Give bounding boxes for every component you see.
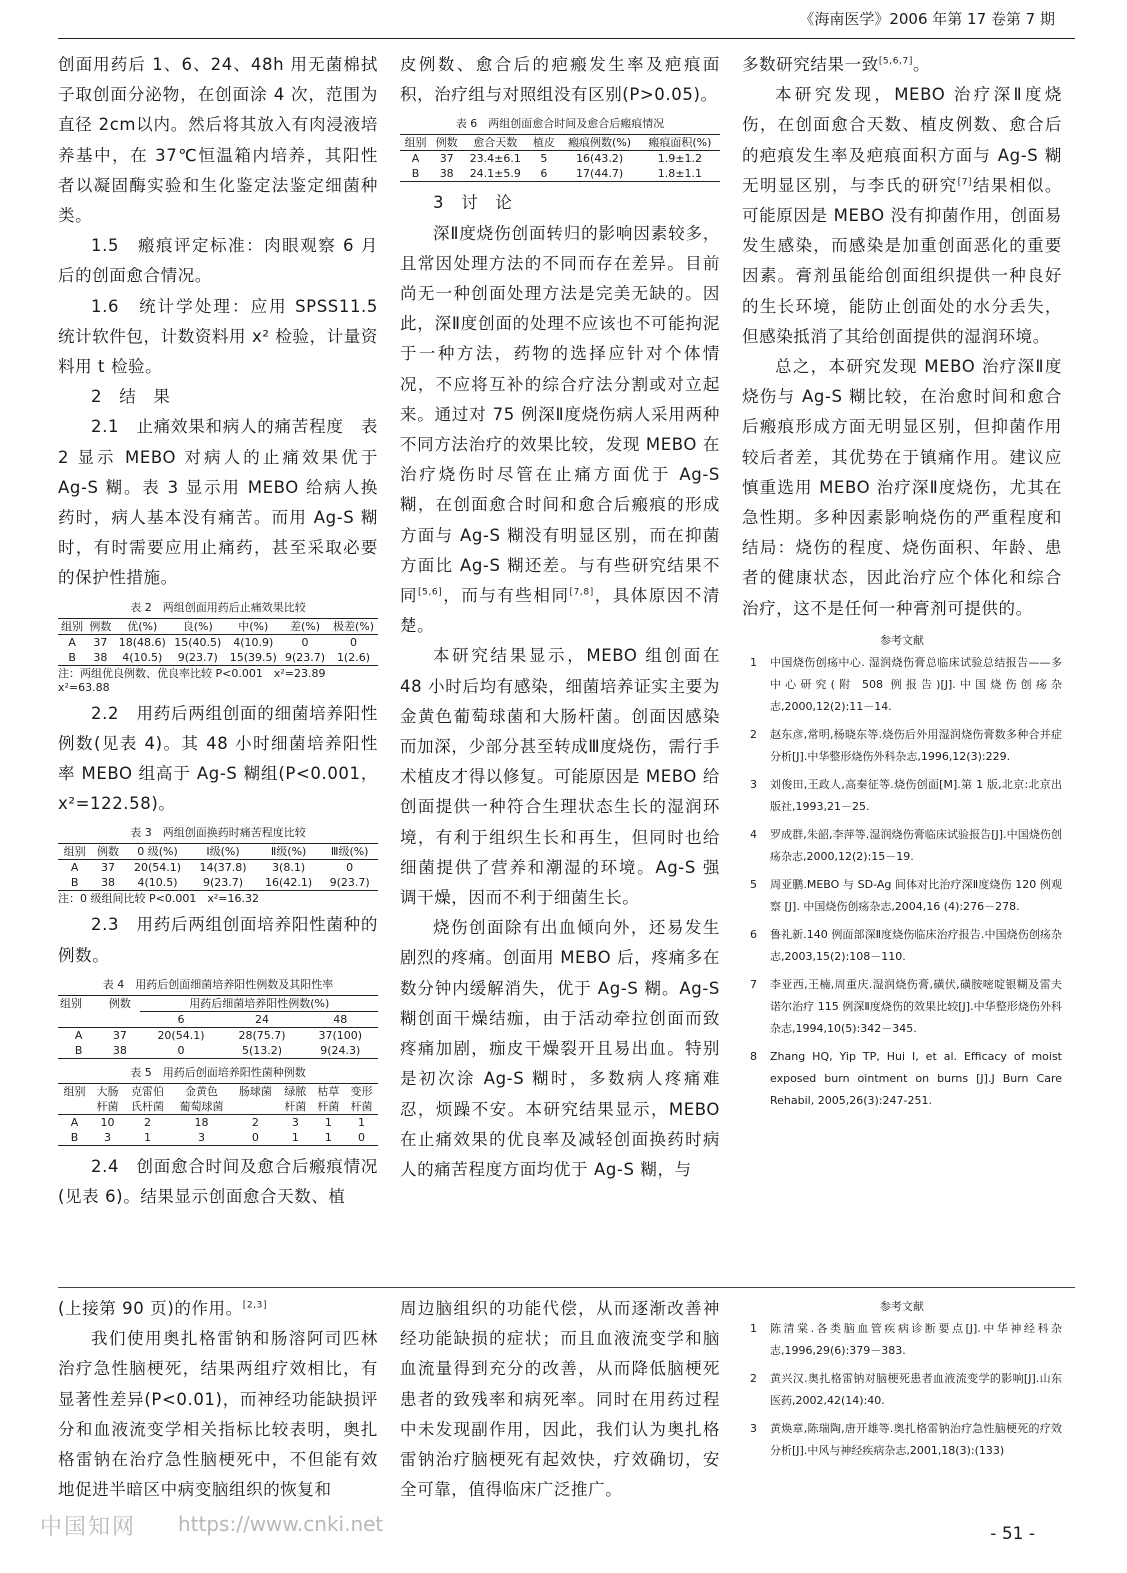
table-cell: B xyxy=(400,166,431,182)
table-header: 组别 xyxy=(400,135,431,151)
citation: [5,6] xyxy=(418,587,443,598)
table-cell: 17(44.7) xyxy=(559,166,639,182)
table-cell: 18 xyxy=(194,1115,209,1129)
table-header: 组别 xyxy=(58,844,91,860)
section-divider xyxy=(58,1287,1075,1288)
reference-number: 4 xyxy=(750,827,757,841)
section-1-6: 1.6 统计学处理：应用 SPSS11.5 统计软件包，计数资料用 x² 检验，计量资料用 t 检验。 xyxy=(58,296,378,377)
reference-text: Zhang HQ, Yip TP, Hui I, et al. Efficacy of moist exposed burn ointment on burns [J].J Burn Care Rehabil, 2005,26(3):247-251. xyxy=(770,1049,1062,1107)
table-cell: 9(23.7) xyxy=(170,650,226,666)
paragraph: 我们使用奥扎格雷钠和肠溶阿司匹林治疗急性脑梗死，结果两组疗效相比，有显著性差异(P<0.01)，而神经功能缺损评分和血液流变学相关指标比较表明，奥扎格雷钠在治疗急性脑梗死中，不但能有效地促进半暗区中病变脑组织的恢复和 xyxy=(58,1329,378,1500)
table-header: 组别 xyxy=(58,995,99,1011)
table-cell: 9(23.7) xyxy=(321,875,378,891)
table-cell: 3 xyxy=(91,1130,124,1146)
table-2 xyxy=(58,618,378,666)
column-3 xyxy=(742,50,1062,1112)
reference-number: 1 xyxy=(750,655,757,669)
table-header xyxy=(232,1099,279,1115)
table-cell: 20(54.1) xyxy=(157,1028,205,1042)
references-heading: 参考文献 xyxy=(880,1300,924,1313)
table-cell: 4(10.9) xyxy=(233,635,274,649)
table-4 xyxy=(58,995,378,1059)
table-cell: B xyxy=(58,650,86,666)
table-header: 葡萄球菌 xyxy=(171,1099,232,1115)
table-cell: 3 xyxy=(291,1115,299,1129)
table-cell: 2 xyxy=(144,1115,152,1129)
table-cell: 18(48.6) xyxy=(118,635,166,649)
reference-text: 黄焕章,陈瑞陶,唐开雄等.奥扎格雷钠治疗急性脑梗死的疗效分析[J].中风与神经疾病杂志,2001,18(3):(133) xyxy=(770,1422,1062,1457)
table-header: 植皮 xyxy=(528,135,559,151)
table-header: Ⅱ级(%) xyxy=(256,844,322,860)
table-cell: 0 xyxy=(232,1130,279,1146)
table-header: 24 xyxy=(221,1011,302,1027)
table-row xyxy=(58,1027,378,1043)
section-1-5: 1.5 瘢痕评定标准：肉眼观察 6 月后的创面愈合情况。 xyxy=(58,236,378,286)
table-header: 杆菌 xyxy=(345,1099,378,1115)
table-cell: 0 xyxy=(301,635,309,649)
reference-item xyxy=(742,974,1062,1040)
table-cell: 6 xyxy=(528,166,559,182)
reference-text: 黄兴汉.奥扎格雷钠对脑梗死患者血液流变学的影响[J].山东医药,2002,42(14):40. xyxy=(770,1372,1062,1407)
paragraph-text: (上接第 90 页)的作用。 xyxy=(58,1299,243,1318)
table-4-caption: 表 4 用药后创面细菌培养阳性例数及其阳性率 xyxy=(102,977,334,991)
paragraph-text: 多数研究结果一致 xyxy=(742,55,879,74)
table-cell: 10 xyxy=(100,1115,115,1129)
table-cell: A xyxy=(411,152,420,166)
table-cell: 37 xyxy=(93,635,108,649)
reference-text: 周亚鹏.MEBO 与 SD-Ag 间体对比治疗深Ⅱ度烧伤 120 例观察 [J]. 中国烧伤创疡杂志,2004,16 (4):276－278. xyxy=(770,877,1062,913)
table-2-note: 注：两组优良例数、优良率比较 P<0.001 x²=23.89 x²=63.88 xyxy=(58,666,337,694)
table-cell: 37(100) xyxy=(318,1028,363,1042)
reference-number: 2 xyxy=(750,727,757,741)
table-cell: 38 xyxy=(86,650,114,666)
references-heading: 参考文献 xyxy=(880,633,924,647)
table-header xyxy=(99,1011,140,1027)
table-3 xyxy=(58,843,378,891)
table-cell: 1 xyxy=(312,1130,345,1146)
reference-text: 罗成群,朱韶,李萍等.湿润烧伤膏临床试验报告[J].中国烧伤创疡杂志,2000,12(2):15－19. xyxy=(770,827,1062,863)
table-header: 瘢痕面积(%) xyxy=(640,135,720,151)
reference-number: 7 xyxy=(750,977,757,991)
table-cell: 38 xyxy=(431,166,462,182)
table-header: 大肠 xyxy=(91,1083,124,1099)
table-cell: 15(39.5) xyxy=(226,650,282,666)
reference-number: 6 xyxy=(750,927,757,941)
table-cell: 4(10.5) xyxy=(115,650,171,666)
reference-number: 8 xyxy=(750,1049,757,1063)
table-cell: 3(8.1) xyxy=(272,861,306,875)
table-header: 愈合天数 xyxy=(462,135,528,151)
table-cell: 24.1±5.9 xyxy=(462,166,528,182)
table-header: 例数 xyxy=(86,618,114,634)
header-rule xyxy=(58,38,1075,39)
reference-number: 2 xyxy=(750,1372,757,1385)
table-header: 极差(%) xyxy=(329,618,378,634)
table-header xyxy=(58,1011,99,1027)
column-2 xyxy=(400,50,720,1185)
table-cell: 1 xyxy=(324,1115,332,1129)
table-6 xyxy=(400,134,720,182)
paragraph-text: ，具体原因不清楚。 xyxy=(400,586,721,636)
table-cell: 38 xyxy=(99,1043,140,1059)
reference-item xyxy=(742,724,1062,768)
section-2-3: 2.3 用药后两组创面培养阳性菌种的例数。 xyxy=(58,915,378,965)
table-row xyxy=(58,650,378,666)
table-header: Ⅲ级(%) xyxy=(321,844,378,860)
table-cell: 1 xyxy=(124,1130,171,1146)
reference-text: 中国烧伤创疡中心. 湿润烧伤膏总临床试验总结报告——多中心研究(附 508 例报告)[J].中国烧伤创疡杂志,2000,12(2):11－14. xyxy=(770,655,1062,713)
table-header: 瘢痕例数(%) xyxy=(559,135,639,151)
reference-item xyxy=(742,874,1062,918)
paragraph: 创面用药后 1、6、24、48h 用无菌棉拭子取创面分泌物，在创面涂 4 次，范围为直径 2cm以内。然后将其放入有肉浸液培养基中，在 37℃恒温箱内培养，其阳性者以凝固酶实验和生化鉴定法鉴定细菌种类。 xyxy=(58,55,378,226)
watermark-logo: 中国知网 xyxy=(40,1515,137,1540)
bottom-column-2 xyxy=(400,1294,720,1505)
table-2-caption: 表 2 两组创面用药后止痛效果比较 xyxy=(130,600,306,614)
table-header: 枯草 xyxy=(312,1083,345,1099)
table-cell: 38 xyxy=(91,875,124,891)
table-5 xyxy=(58,1083,378,1146)
table-cell: 0 xyxy=(140,1043,221,1059)
citation: [7,8] xyxy=(569,587,594,598)
paragraph xyxy=(742,50,1062,80)
table-cell: A xyxy=(70,861,79,875)
table-cell: 9(23.7) xyxy=(281,650,329,666)
column-1 xyxy=(58,50,378,1212)
table-cell: 5 xyxy=(540,152,548,166)
table-row xyxy=(400,166,720,182)
table-cell: A xyxy=(74,1028,83,1042)
section-2-2: 2.2 用药后两组创面的细菌培养阳性例数(见表 4)。其 48 小时细菌培养阳性率 MEBO 组高于 Ag-S 糊组(P<0.001，x²=122.58)。 xyxy=(58,703,378,814)
section-2-1: 2.1 止痛效果和病人的痛苦程度 表 2 显示 MEBO 对病人的止痛效果优于 Ag-S 糊。表 3 显示用 MEBO 给病人换药时，病人基本没有痛苦。而用 Ag-S 糊时，有时需要应用止痛药，甚至采取必要的保护性措施。 xyxy=(58,417,378,588)
table-cell: 20(54.1) xyxy=(133,861,182,875)
table-cell: 1 xyxy=(357,1115,365,1129)
table-header: 例数 xyxy=(91,844,124,860)
paragraph-text: 深Ⅱ度烧伤创面转归的影响因素较多，且常因处理方法的不同而存在差异。目前尚无一种创面处理方法是完美无缺的。因此，深Ⅱ度创面的处理不应该也不可能拘泥于一种方法，药物的选择应针对个体情况，不应将互补的综合疗法分割或对立起来。通过对 75 例深Ⅱ度烧伤病人采用两种不同方法治疗的效果比较，发现 MEBO 在治疗烧伤时尽管在止痛方面优于 Ag-S 糊，在创面愈合时间和愈合后瘢痕的形成方面与 Ag-S 糊没有明显区别，而在抑菌方面比 Ag-S 糊还差。与有些研究结果不同 xyxy=(400,223,720,606)
table-6-caption: 表 6 两组创面愈合时间及愈合后瘢痕情况 xyxy=(455,117,665,131)
table-cell: A xyxy=(68,635,76,649)
citation: [2,3] xyxy=(242,1300,268,1311)
table-header: 优(%) xyxy=(115,618,171,634)
paragraph-text: ，而与有些相同 xyxy=(442,586,570,606)
paragraph xyxy=(742,80,1062,352)
table-cell: 16(42.1) xyxy=(256,875,322,891)
table-header: 克雷伯 xyxy=(124,1083,171,1099)
table-row xyxy=(58,860,378,876)
table-header: 杆菌 xyxy=(279,1099,312,1115)
paragraph: 皮例数、愈合后的疤瘢发生率及疤痕面积，治疗组与对照组没有区别(P>0.05)。 xyxy=(400,55,720,105)
table-header: 绿脓 xyxy=(279,1083,312,1099)
table-header: 中(%) xyxy=(226,618,282,634)
table-cell: 0 xyxy=(349,635,357,649)
heading-results: 2 结 果 xyxy=(91,387,171,407)
reference-text: 刘俊田,王政人,高秦征等.烧伤创面[M].第 1 版,北京:北京出版社,1993,21－25. xyxy=(770,777,1062,813)
paragraph xyxy=(58,1294,378,1324)
paragraph xyxy=(400,219,720,642)
table-cell: 5(13.2) xyxy=(221,1043,302,1059)
section-2-4: 2.4 创面愈合时间及愈合后瘢痕情况(见表 6)。结果显示创面愈合天数、植 xyxy=(58,1156,378,1207)
paragraph: 总之，本研究发现 MEBO 治疗深Ⅱ度烧伤与 Ag-S 糊比较，在治愈时间和愈合后瘢痕形成方面无明显区别，但抑菌作用较后者差，其优势在于镇痛作用。建议应慎重选用 MEBO 治疗深Ⅱ度烧伤，尤其在急性期。多种因素影响烧伤的严重程度和结局：烧伤的程度、烧伤面积、年龄、患者的健康状态，因此治疗应个体化和综合治疗，这不是任何一种膏剂可提供的。 xyxy=(742,357,1062,618)
table-header: 6 xyxy=(140,1011,221,1027)
reference-item xyxy=(742,1046,1062,1112)
bottom-column-1 xyxy=(58,1294,378,1505)
table-cell: 9(23.7) xyxy=(190,875,256,891)
page-number: - 51 - xyxy=(990,1524,1035,1544)
reference-text: 鲁礼新.140 例面部深Ⅱ度烧伤临床治疗报告.中国烧伤创疡杂志,2003,15(2):108－110. xyxy=(770,927,1062,963)
paragraph: 烧伤创面除有出血倾向外，还易发生剧烈的疼痛。创面用 MEBO 后，疼痛多在数分钟内缓解消失，优于 Ag-S 糊。Ag-S 糊创面干燥结痂，由于活动牵拉创面而致疼痛加剧，痂皮干燥裂开且易出血。特别是初次涂 Ag-S 糊时，多数病人疼痛难忍，烦躁不安。本研究结果显示，MEBO 在止痛效果的优良率及减轻创面换药时病人的痛苦程度方面均优于 Ag-S 糊，与 xyxy=(400,918,720,1179)
running-header: 《海南医学》2006 年第 17 卷第 7 期 xyxy=(799,10,1055,28)
reference-item xyxy=(742,774,1062,818)
table-row xyxy=(58,1043,378,1059)
table-header: 金黄色 xyxy=(171,1083,232,1099)
table-cell: 4(10.5) xyxy=(125,875,191,891)
paragraph: 本研究结果显示，MEBO 组创面在 48 小时后均有感染，细菌培养证实主要为金黄色葡萄球菌和大肠杆菌。创面因感染而加深，少部分甚至转成Ⅲ度烧伤，需行手术植皮才得以修复。可能原因是 MEBO 给创面提供一种符合生理状态生长的湿润环境，有利于组织生长和再生，但同时也给细菌提供了营养和潮湿的环境。Ag-S 强调干燥，因而不利于细菌生长。 xyxy=(400,646,720,908)
table-cell: 1 xyxy=(279,1130,312,1146)
table-cell: B xyxy=(58,1043,99,1059)
table-header: 杆菌 xyxy=(91,1099,124,1115)
reference-number: 3 xyxy=(750,1422,757,1435)
bottom-column-3 xyxy=(742,1290,1062,1462)
table-cell: 15(40.5) xyxy=(174,635,222,649)
reference-item xyxy=(742,1418,1062,1462)
table-header: 例数 xyxy=(99,995,140,1011)
table-header: 组别 xyxy=(58,618,86,634)
table-cell: 2 xyxy=(251,1115,259,1129)
table-cell: 37 xyxy=(101,861,116,875)
table-cell: 37 xyxy=(112,1028,127,1042)
table-3-caption: 表 3 两组创面换药时痛苦程度比较 xyxy=(130,826,306,840)
reference-item xyxy=(742,1318,1062,1362)
table-cell: A xyxy=(70,1115,79,1129)
table-5-caption: 表 5 用药后创面培养阳性菌种例数 xyxy=(130,1065,306,1079)
table-header: 48 xyxy=(303,1011,379,1027)
reference-text: 李亚西,王楠,周重庆.湿润烧伤膏,磺伏,磺胺嘧啶银糊及雷夫诺尔治疗 115 例深Ⅱ度烧伤的效果比较[J].中华整形烧伤外科杂志,1994,10(5):342－345. xyxy=(770,977,1062,1035)
table-header: Ⅰ级(%) xyxy=(190,844,256,860)
paragraph-text: 结果相似。可能原因是 MEBO 没有抑菌作用，创面易发生感染，而感染是加重创面恶化的重要因素。膏剂虽能给创面组织提供一种良好的生长环境，能防止创面处的水分丢失，但感染抵消了其给创面提供的湿润环境。 xyxy=(742,175,1063,346)
reference-item xyxy=(742,652,1062,718)
reference-number: 3 xyxy=(750,777,757,791)
table-row xyxy=(58,875,378,891)
table-cell: 23.4±6.1 xyxy=(469,152,521,166)
table-row xyxy=(58,634,378,650)
table-header: 良(%) xyxy=(170,618,226,634)
table-cell: 1.9±1.2 xyxy=(657,152,702,166)
reference-item xyxy=(742,1368,1062,1412)
citation: [7] xyxy=(957,177,973,188)
table-header: 杆菌 xyxy=(312,1099,345,1115)
paragraph-text: 。 xyxy=(912,55,931,74)
table-cell: 1(2.6) xyxy=(329,650,378,666)
table-header: 氏杆菌 xyxy=(124,1099,171,1115)
table-cell: 14(37.8) xyxy=(199,861,247,875)
heading-discussion: 3 讨 论 xyxy=(433,193,513,213)
table-cell: B xyxy=(58,1130,91,1146)
citation: [5,6,7] xyxy=(878,56,913,67)
table-header: 例数 xyxy=(431,135,462,151)
paragraph-text: 本研究发现，MEBO 治疗深Ⅱ度烧伤，在创面愈合天数、植皮例数、愈合后的疤痕发生率及疤痕面积方面与 Ag-S 糊无明显区别，与李氏的研究 xyxy=(742,85,1062,195)
reference-item xyxy=(742,824,1062,868)
table-cell: 9(24.3) xyxy=(303,1043,379,1059)
table-row xyxy=(400,151,720,167)
table-header xyxy=(58,1099,91,1115)
table-cell: 28(75.7) xyxy=(238,1028,286,1042)
table-header: 0 级(%) xyxy=(125,844,191,860)
table-header: 变形 xyxy=(345,1083,378,1099)
table-header: 差(%) xyxy=(281,618,329,634)
table-row xyxy=(58,1130,378,1146)
watermark-url: https://www.cnki.net xyxy=(178,1512,384,1536)
table-cell: 3 xyxy=(171,1130,232,1146)
table-row xyxy=(58,1114,378,1130)
paragraph: 周边脑组织的功能代偿，从而逐渐改善神经功能缺损的症状；而且血液流变学和脑血流量得到充分的改善，从而降低脑梗死患者的致残率和病死率。同时在用药过程中未发现副作用，因此，我们认为奥扎格雷钠治疗脑梗死有起效快，疗效确切，安全可靠，值得临床广泛推广。 xyxy=(400,1299,720,1500)
table-3-note: 注：0 级组间比较 P<0.001 x²=16.32 xyxy=(58,892,259,906)
table-header: 肠球菌 xyxy=(232,1083,279,1099)
reference-text: 陈清棠.各类脑血管疾病诊断要点[J].中华神经科杂志,1996,29(6):379－383. xyxy=(770,1322,1062,1357)
table-header: 组别 xyxy=(58,1083,91,1099)
table-cell: 37 xyxy=(439,152,454,166)
table-cell: 16(43.2) xyxy=(576,152,624,166)
table-cell: 0 xyxy=(346,861,354,875)
reference-number: 1 xyxy=(750,1322,757,1335)
reference-number: 5 xyxy=(750,877,757,891)
reference-item xyxy=(742,924,1062,968)
table-cell: B xyxy=(58,875,91,891)
table-header: 用药后细菌培养阳性例数(%) xyxy=(140,995,378,1011)
table-cell: 0 xyxy=(345,1130,378,1146)
table-cell: 1.8±1.1 xyxy=(640,166,720,182)
reference-text: 赵东彦,常明,杨晓东等.烧伤后外用湿润烧伤膏数多种合并症分析[J].中华整形烧伤外科杂志,1996,12(3):229. xyxy=(770,727,1062,763)
